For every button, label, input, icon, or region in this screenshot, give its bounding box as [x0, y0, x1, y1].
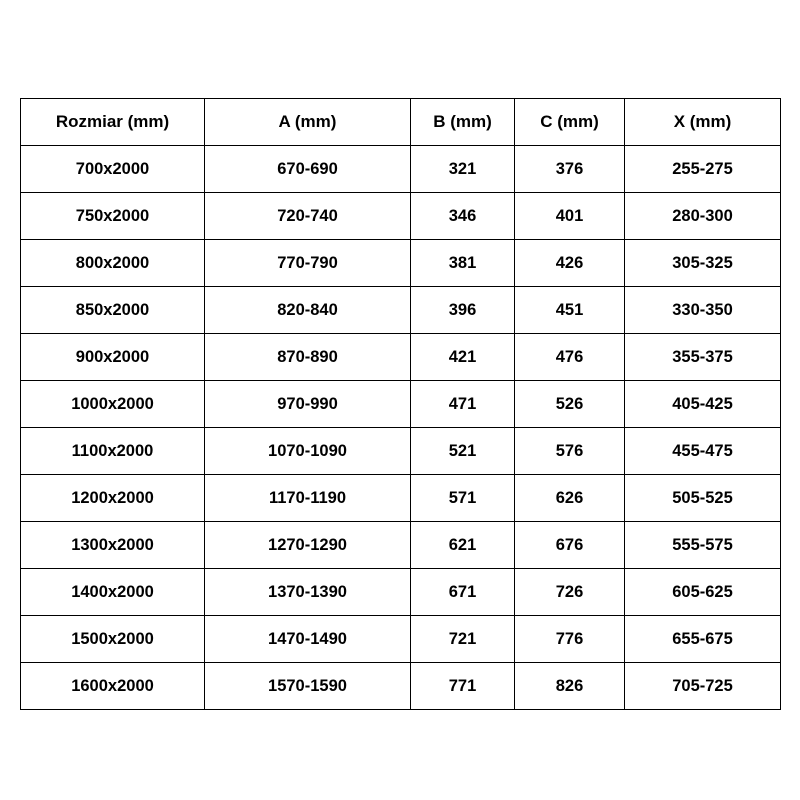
size-table-container: [20, 98, 780, 710]
table-row: [21, 663, 781, 710]
cell-a: 670-690: [205, 146, 411, 193]
column-header-a: A (mm): [205, 99, 411, 146]
column-header-rozmiar: Rozmiar (mm): [21, 99, 205, 146]
cell-x: 705-725: [625, 663, 781, 710]
cell-x: 455-475: [625, 428, 781, 475]
table-body: [21, 146, 781, 710]
table-row: [21, 240, 781, 287]
cell-c: 426: [515, 240, 625, 287]
cell-a: 1570-1590: [205, 663, 411, 710]
cell-c: 451: [515, 287, 625, 334]
cell-a: 970-990: [205, 381, 411, 428]
column-header-c: C (mm): [515, 99, 625, 146]
cell-rozmiar: 1100x2000: [21, 428, 205, 475]
cell-rozmiar: 750x2000: [21, 193, 205, 240]
cell-b: 421: [411, 334, 515, 381]
cell-c: 626: [515, 475, 625, 522]
cell-rozmiar: 1400x2000: [21, 569, 205, 616]
cell-rozmiar: 1600x2000: [21, 663, 205, 710]
cell-c: 826: [515, 663, 625, 710]
table-header-row: [21, 99, 781, 146]
table-row: [21, 381, 781, 428]
table-row: [21, 428, 781, 475]
cell-c: 376: [515, 146, 625, 193]
cell-a: 1270-1290: [205, 522, 411, 569]
cell-x: 305-325: [625, 240, 781, 287]
table-row: [21, 146, 781, 193]
cell-c: 401: [515, 193, 625, 240]
cell-b: 396: [411, 287, 515, 334]
cell-x: 505-525: [625, 475, 781, 522]
cell-x: 405-425: [625, 381, 781, 428]
table-header: [21, 99, 781, 146]
cell-a: 770-790: [205, 240, 411, 287]
table-row: [21, 193, 781, 240]
cell-b: 321: [411, 146, 515, 193]
cell-b: 571: [411, 475, 515, 522]
cell-a: 720-740: [205, 193, 411, 240]
table-row: [21, 475, 781, 522]
cell-rozmiar: 1500x2000: [21, 616, 205, 663]
cell-x: 555-575: [625, 522, 781, 569]
cell-c: 526: [515, 381, 625, 428]
cell-c: 726: [515, 569, 625, 616]
cell-b: 771: [411, 663, 515, 710]
size-table: [20, 98, 781, 710]
cell-c: 576: [515, 428, 625, 475]
column-header-b: B (mm): [411, 99, 515, 146]
cell-b: 721: [411, 616, 515, 663]
cell-x: 330-350: [625, 287, 781, 334]
cell-x: 655-675: [625, 616, 781, 663]
cell-rozmiar: 900x2000: [21, 334, 205, 381]
cell-b: 346: [411, 193, 515, 240]
cell-c: 476: [515, 334, 625, 381]
table-row: [21, 334, 781, 381]
cell-b: 471: [411, 381, 515, 428]
column-header-x: X (mm): [625, 99, 781, 146]
cell-c: 676: [515, 522, 625, 569]
cell-x: 605-625: [625, 569, 781, 616]
cell-b: 381: [411, 240, 515, 287]
table-row: [21, 616, 781, 663]
cell-rozmiar: 700x2000: [21, 146, 205, 193]
cell-c: 776: [515, 616, 625, 663]
cell-rozmiar: 800x2000: [21, 240, 205, 287]
cell-a: 1470-1490: [205, 616, 411, 663]
cell-a: 1070-1090: [205, 428, 411, 475]
cell-a: 820-840: [205, 287, 411, 334]
table-row: [21, 522, 781, 569]
cell-x: 355-375: [625, 334, 781, 381]
cell-rozmiar: 1300x2000: [21, 522, 205, 569]
cell-b: 621: [411, 522, 515, 569]
table-row: [21, 569, 781, 616]
cell-x: 280-300: [625, 193, 781, 240]
cell-x: 255-275: [625, 146, 781, 193]
cell-b: 521: [411, 428, 515, 475]
cell-rozmiar: 1000x2000: [21, 381, 205, 428]
table-row: [21, 287, 781, 334]
cell-rozmiar: 1200x2000: [21, 475, 205, 522]
cell-a: 1370-1390: [205, 569, 411, 616]
cell-rozmiar: 850x2000: [21, 287, 205, 334]
cell-a: 1170-1190: [205, 475, 411, 522]
cell-b: 671: [411, 569, 515, 616]
cell-a: 870-890: [205, 334, 411, 381]
